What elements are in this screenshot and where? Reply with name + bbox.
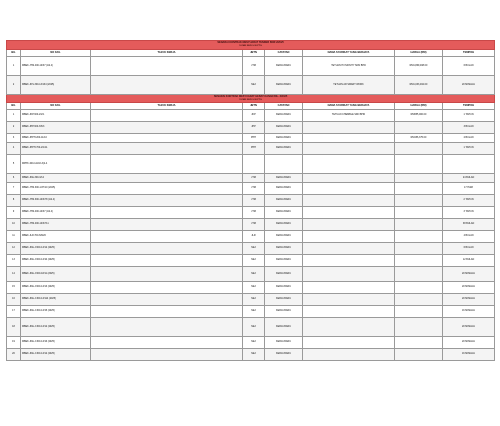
cell-bil: 2	[7, 76, 21, 95]
cell-tempoh: 20 MINGGU	[443, 337, 495, 349]
cell-jbtn: NEJ	[243, 243, 265, 255]
cell-bil: 2	[7, 122, 21, 134]
cell-tajuk	[91, 195, 243, 207]
cell-kaedah: KERJA BARU	[265, 134, 303, 143]
cell-tempoh: 3 BULAN	[443, 122, 495, 134]
col-header-jbtn: JBTN	[243, 50, 265, 57]
cell-kaedah: KERJA BARU	[265, 110, 303, 122]
cell-no-fail: MBEK.JKE.J.600-13/12 (2025)	[21, 243, 91, 255]
mid-banner	[7, 95, 495, 103]
cell-tajuk	[91, 255, 243, 267]
cell-syarikat	[303, 267, 395, 282]
cell-harga	[395, 195, 443, 207]
table-row	[7, 267, 495, 282]
cell-harga	[395, 255, 443, 267]
cell-jbtn: JTM	[243, 183, 265, 195]
mid-banner-date: 19 MEI 2025 3:30 PTG	[239, 98, 262, 101]
cell-no-fail: MBEK.JKE.J.300-13/16 (2025)	[21, 337, 91, 349]
cell-tajuk	[91, 76, 243, 95]
cell-tajuk	[91, 174, 243, 183]
mid-banner-title: SENARAI KONTRAK MESYUARAT HEBAT KANAN BIL. 3/2025	[213, 94, 288, 98]
cell-bil: 20	[7, 349, 21, 361]
col-header-tajuk: TAJUK KERJA	[91, 103, 243, 110]
cell-kaedah: KERJA BARU	[265, 174, 303, 183]
table-row	[7, 294, 495, 306]
cell-kaedah: KERJA BARU	[265, 143, 303, 155]
cell-bil: 10	[7, 219, 21, 231]
cell-no-fail: MBEK.JTM.400-10/37/11	[21, 219, 91, 231]
cell-no-fail: MBEK.JKE.J.300-13/114 (2025)	[21, 294, 91, 306]
cell-tempoh: 16 MINGGU	[443, 349, 495, 361]
col-header-kaedah: CATATAN	[265, 103, 303, 110]
cell-syarikat	[303, 231, 395, 243]
cell-tajuk	[91, 134, 243, 143]
cell-no-fail: MBEK.JPPH.200-11/10	[21, 134, 91, 143]
cell-jbtn	[243, 155, 265, 174]
cell-bil: 19	[7, 337, 21, 349]
cell-kaedah: KERJA BARU	[265, 306, 303, 318]
cell-no-fail: MPPK.400-14/2/2-3(2-4	[21, 155, 91, 174]
table-row	[7, 243, 495, 255]
cell-jbtn: NEJ	[243, 267, 265, 282]
cell-tempoh: 2 TAHUN	[443, 195, 495, 207]
cell-kaedah: KERJA BARU	[265, 337, 303, 349]
cell-harga	[395, 155, 443, 174]
cell-jbtn: JTM	[243, 195, 265, 207]
col-header-no-fail: NO FAIL	[21, 50, 91, 57]
cell-no-fail: MBEK.JKE.J.600-18/11 (2025)	[21, 267, 91, 282]
cell-syarikat	[303, 122, 395, 134]
cell-bil: 18	[7, 318, 21, 337]
cell-harga	[395, 143, 443, 155]
table-row	[7, 318, 495, 337]
cell-jbtn: JPP	[243, 122, 265, 134]
cell-syarikat	[303, 183, 395, 195]
cell-syarikat	[303, 243, 395, 255]
cell-tempoh: 20 MINGGU	[443, 318, 495, 337]
cell-kaedah: KERJA BARU	[265, 349, 303, 361]
table-row	[7, 255, 495, 267]
col-header-bil: BIL	[7, 50, 21, 57]
cell-jbtn: NEJ	[243, 337, 265, 349]
cell-jbtn: JTM	[243, 219, 265, 231]
cell-tempoh	[443, 155, 495, 174]
cell-harga	[395, 306, 443, 318]
cell-harga	[395, 337, 443, 349]
cell-harga	[395, 349, 443, 361]
cell-bil: 17	[7, 306, 21, 318]
cell-syarikat	[303, 294, 395, 306]
cell-tajuk	[91, 282, 243, 294]
cell-syarikat	[303, 255, 395, 267]
cell-syarikat	[303, 337, 395, 349]
cell-syarikat: TETUAN HI INFINITY SDN BHD	[303, 57, 395, 76]
table-row	[7, 76, 495, 95]
table-row	[7, 195, 495, 207]
cell-tempoh: 2 BULAN	[443, 134, 495, 143]
cell-kaedah: KERJA BARU	[265, 195, 303, 207]
cell-kaedah	[265, 155, 303, 174]
cell-bil: 9	[7, 207, 21, 219]
cell-bil: 13	[7, 255, 21, 267]
cell-kaedah: KERJA BARU	[265, 76, 303, 95]
cell-tajuk	[91, 306, 243, 318]
cell-tajuk	[91, 294, 243, 306]
col-header-jbtn: JBTN	[243, 103, 265, 110]
cell-no-fail: MBEK.JKS.300-13/134 (2025)	[21, 76, 91, 95]
col-header-tempoh: TEMPOH	[443, 103, 495, 110]
cell-tempoh: 1 TAHUN	[443, 110, 495, 122]
cell-kaedah: KERJA BARU	[265, 243, 303, 255]
cell-harga	[395, 282, 443, 294]
cell-tajuk	[91, 122, 243, 134]
cell-jbtn: JKP	[243, 110, 265, 122]
cell-syarikat	[303, 349, 395, 361]
cell-harga	[395, 243, 443, 255]
cell-jbtn: NEJ	[243, 349, 265, 361]
table-row	[7, 207, 495, 219]
cell-tajuk	[91, 155, 243, 174]
cell-no-fail: MBEK.JTM.400-10/37 (Jld.4)	[21, 57, 91, 76]
cell-syarikat	[303, 306, 395, 318]
cell-jbtn: NEJ	[243, 255, 265, 267]
cell-jbtn: NEJ	[243, 294, 265, 306]
contract-awards-table	[6, 40, 495, 361]
cell-no-fail: MBEK.JTM.300-10/37/8 (Jld.4)	[21, 195, 91, 207]
cell-harga	[395, 267, 443, 282]
cell-harga: RM1,869,468.00	[395, 57, 443, 76]
cell-tajuk	[91, 267, 243, 282]
cell-tajuk	[91, 110, 243, 122]
cell-tajuk	[91, 143, 243, 155]
cell-harga	[395, 207, 443, 219]
cell-no-fail: MBEK.JLR.700-6/8/20	[21, 231, 91, 243]
cell-bil: 1	[7, 57, 21, 76]
cell-tempoh: 24 BULAN	[443, 174, 495, 183]
cell-tajuk	[91, 318, 243, 337]
cell-bil: 8	[7, 195, 21, 207]
cell-tajuk	[91, 207, 243, 219]
top-banner-title: SENARAI KONTRAK MESYUARAT TENDER BOR 2/2025	[217, 41, 284, 45]
cell-harga: RM1,033,462.00	[395, 76, 443, 95]
cell-kaedah: KERJA BARU	[265, 57, 303, 76]
cell-tajuk	[91, 57, 243, 76]
table-row	[7, 57, 495, 76]
cell-kaedah: KERJA BARU	[265, 183, 303, 195]
cell-harga	[395, 122, 443, 134]
cell-syarikat	[303, 134, 395, 143]
cell-bil: 5	[7, 155, 21, 174]
cell-harga	[395, 219, 443, 231]
cell-tempoh: 6 BULAN	[443, 243, 495, 255]
cell-tempoh: 3 TAHUN	[443, 207, 495, 219]
cell-tajuk	[91, 183, 243, 195]
cell-no-fail: MBEK.JTM.400-10/37 (Jld.4)	[21, 207, 91, 219]
column-header-row-2	[7, 103, 495, 110]
cell-no-fail: MBEK.JKE.J.300-13/12 (2025)	[21, 349, 91, 361]
cell-syarikat	[303, 143, 395, 155]
cell-jbtn: NEJ	[243, 306, 265, 318]
cell-no-fail: MBEK.JTM.300-1/37/10 (2025)	[21, 183, 91, 195]
col-header-syarikat: NAMA SYARIKAT YANG BERJAYA	[303, 50, 395, 57]
col-header-no-fail: NO FAIL	[21, 103, 91, 110]
cell-jbtn: NEJ	[243, 76, 265, 95]
top-banner-date: 10 MEI 2025 3:30 PTG	[239, 45, 262, 47]
cell-no-fail: MBEK.JPP.300-3/6/3	[21, 122, 91, 134]
cell-kaedah: KERJA BARU	[265, 318, 303, 337]
cell-tempoh: 4 BULAN	[443, 231, 495, 243]
cell-bil: 3	[7, 134, 21, 143]
cell-bil: 12	[7, 243, 21, 255]
table-row	[7, 122, 495, 134]
cell-kaedah: KERJA BARU	[265, 294, 303, 306]
cell-harga	[395, 231, 443, 243]
cell-tajuk	[91, 337, 243, 349]
cell-syarikat	[303, 219, 395, 231]
cell-tempoh: 20 MINGGU	[443, 282, 495, 294]
cell-tempoh: 16 MINGGU	[443, 306, 495, 318]
cell-kaedah: KERJA BARU	[265, 122, 303, 134]
table-row	[7, 143, 495, 155]
top-banner	[7, 41, 495, 50]
table-row	[7, 174, 495, 183]
cell-harga: RM655,000.00	[395, 110, 443, 122]
cell-kaedah: KERJA BARU	[265, 219, 303, 231]
cell-kaedah: KERJA BARU	[265, 231, 303, 243]
cell-syarikat	[303, 174, 395, 183]
cell-no-fail: MBEK.JKE.J.300-13/12 (2025)	[21, 318, 91, 337]
cell-no-fail: MBEK.JKE.J.300-13/15 (2025)	[21, 306, 91, 318]
table-row	[7, 155, 495, 174]
cell-no-fail: MBEK.JKE.J.600-13/10 (2025)	[21, 255, 91, 267]
cell-tempoh: 38 BULAN	[443, 219, 495, 231]
cell-bil: 14	[7, 267, 21, 282]
cell-kaedah: KERJA BARU	[265, 207, 303, 219]
cell-tajuk	[91, 349, 243, 361]
col-header-harga: HARGA (RM)	[395, 103, 443, 110]
cell-syarikat	[303, 195, 395, 207]
table-row	[7, 337, 495, 349]
table-row	[7, 219, 495, 231]
contract-awards-sheet	[6, 40, 494, 361]
cell-tempoh: 20 MINGGU	[443, 76, 495, 95]
cell-harga	[395, 318, 443, 337]
table-row	[7, 349, 495, 361]
cell-syarikat	[303, 318, 395, 337]
column-header-row	[7, 50, 495, 57]
cell-bil: 11	[7, 231, 21, 243]
col-header-tajuk: TAJUK KERJA	[91, 50, 243, 57]
table-row	[7, 231, 495, 243]
cell-jbtn: NEJ	[243, 318, 265, 337]
cell-tempoh: 20 MINGGU	[443, 267, 495, 282]
col-header-bil: BIL	[7, 103, 21, 110]
cell-jbtn: NEJ	[243, 282, 265, 294]
cell-no-fail: MBEK.JKE.J.600-13/13 (2025)	[21, 282, 91, 294]
cell-jbtn: JLR	[243, 231, 265, 243]
cell-no-fail: MBEK.JKE.300-3/14	[21, 174, 91, 183]
cell-jbtn: PPH	[243, 134, 265, 143]
cell-jbtn: PPH	[243, 143, 265, 155]
cell-tajuk	[91, 243, 243, 255]
cell-bil: 15	[7, 282, 21, 294]
cell-syarikat	[303, 282, 395, 294]
cell-bil: 16	[7, 294, 21, 306]
cell-tempoh: 1 TAHUN	[443, 143, 495, 155]
cell-tajuk	[91, 219, 243, 231]
table-row	[7, 306, 495, 318]
cell-harga	[395, 183, 443, 195]
cell-jbtn: JTM	[243, 207, 265, 219]
cell-jbtn: JTM	[243, 57, 265, 76]
cell-tajuk	[91, 231, 243, 243]
cell-harga	[395, 294, 443, 306]
col-header-harga: HARGA (RM)	[395, 50, 443, 57]
table-row	[7, 183, 495, 195]
cell-bil: 6	[7, 174, 21, 183]
cell-syarikat: TETUAN CHEMBLE SDN BHD	[303, 110, 395, 122]
cell-jbtn: JTM	[243, 174, 265, 183]
cell-tempoh: 17 HARI	[443, 183, 495, 195]
cell-harga: RM156,375.00	[395, 134, 443, 143]
cell-bil: 1	[7, 110, 21, 122]
col-header-kaedah: CATATAN	[265, 50, 303, 57]
table-row	[7, 110, 495, 122]
col-header-tempoh: TEMPOH	[443, 50, 495, 57]
cell-tempoh: 6 BULAN	[443, 57, 495, 76]
cell-bil: 7	[7, 183, 21, 195]
cell-syarikat	[303, 155, 395, 174]
cell-bil: 4	[7, 143, 21, 155]
cell-syarikat: TETUAN AR SMART WORK	[303, 76, 395, 95]
col-header-syarikat: NAMA SYARIKAT YANG BERJAYA	[303, 103, 395, 110]
table-row	[7, 134, 495, 143]
cell-tempoh: 20 MINGGU	[443, 294, 495, 306]
table-row	[7, 282, 495, 294]
cell-harga	[395, 174, 443, 183]
cell-kaedah: KERJA BARU	[265, 282, 303, 294]
cell-kaedah: KERJA BARU	[265, 255, 303, 267]
cell-no-fail: MBEK.JKP.300-2/2/1	[21, 110, 91, 122]
cell-tempoh: 12 BULAN	[443, 255, 495, 267]
cell-no-fail: MBEK.JPPH.700-2/1/11	[21, 143, 91, 155]
cell-kaedah: KERJA BARU	[265, 267, 303, 282]
cell-syarikat	[303, 207, 395, 219]
